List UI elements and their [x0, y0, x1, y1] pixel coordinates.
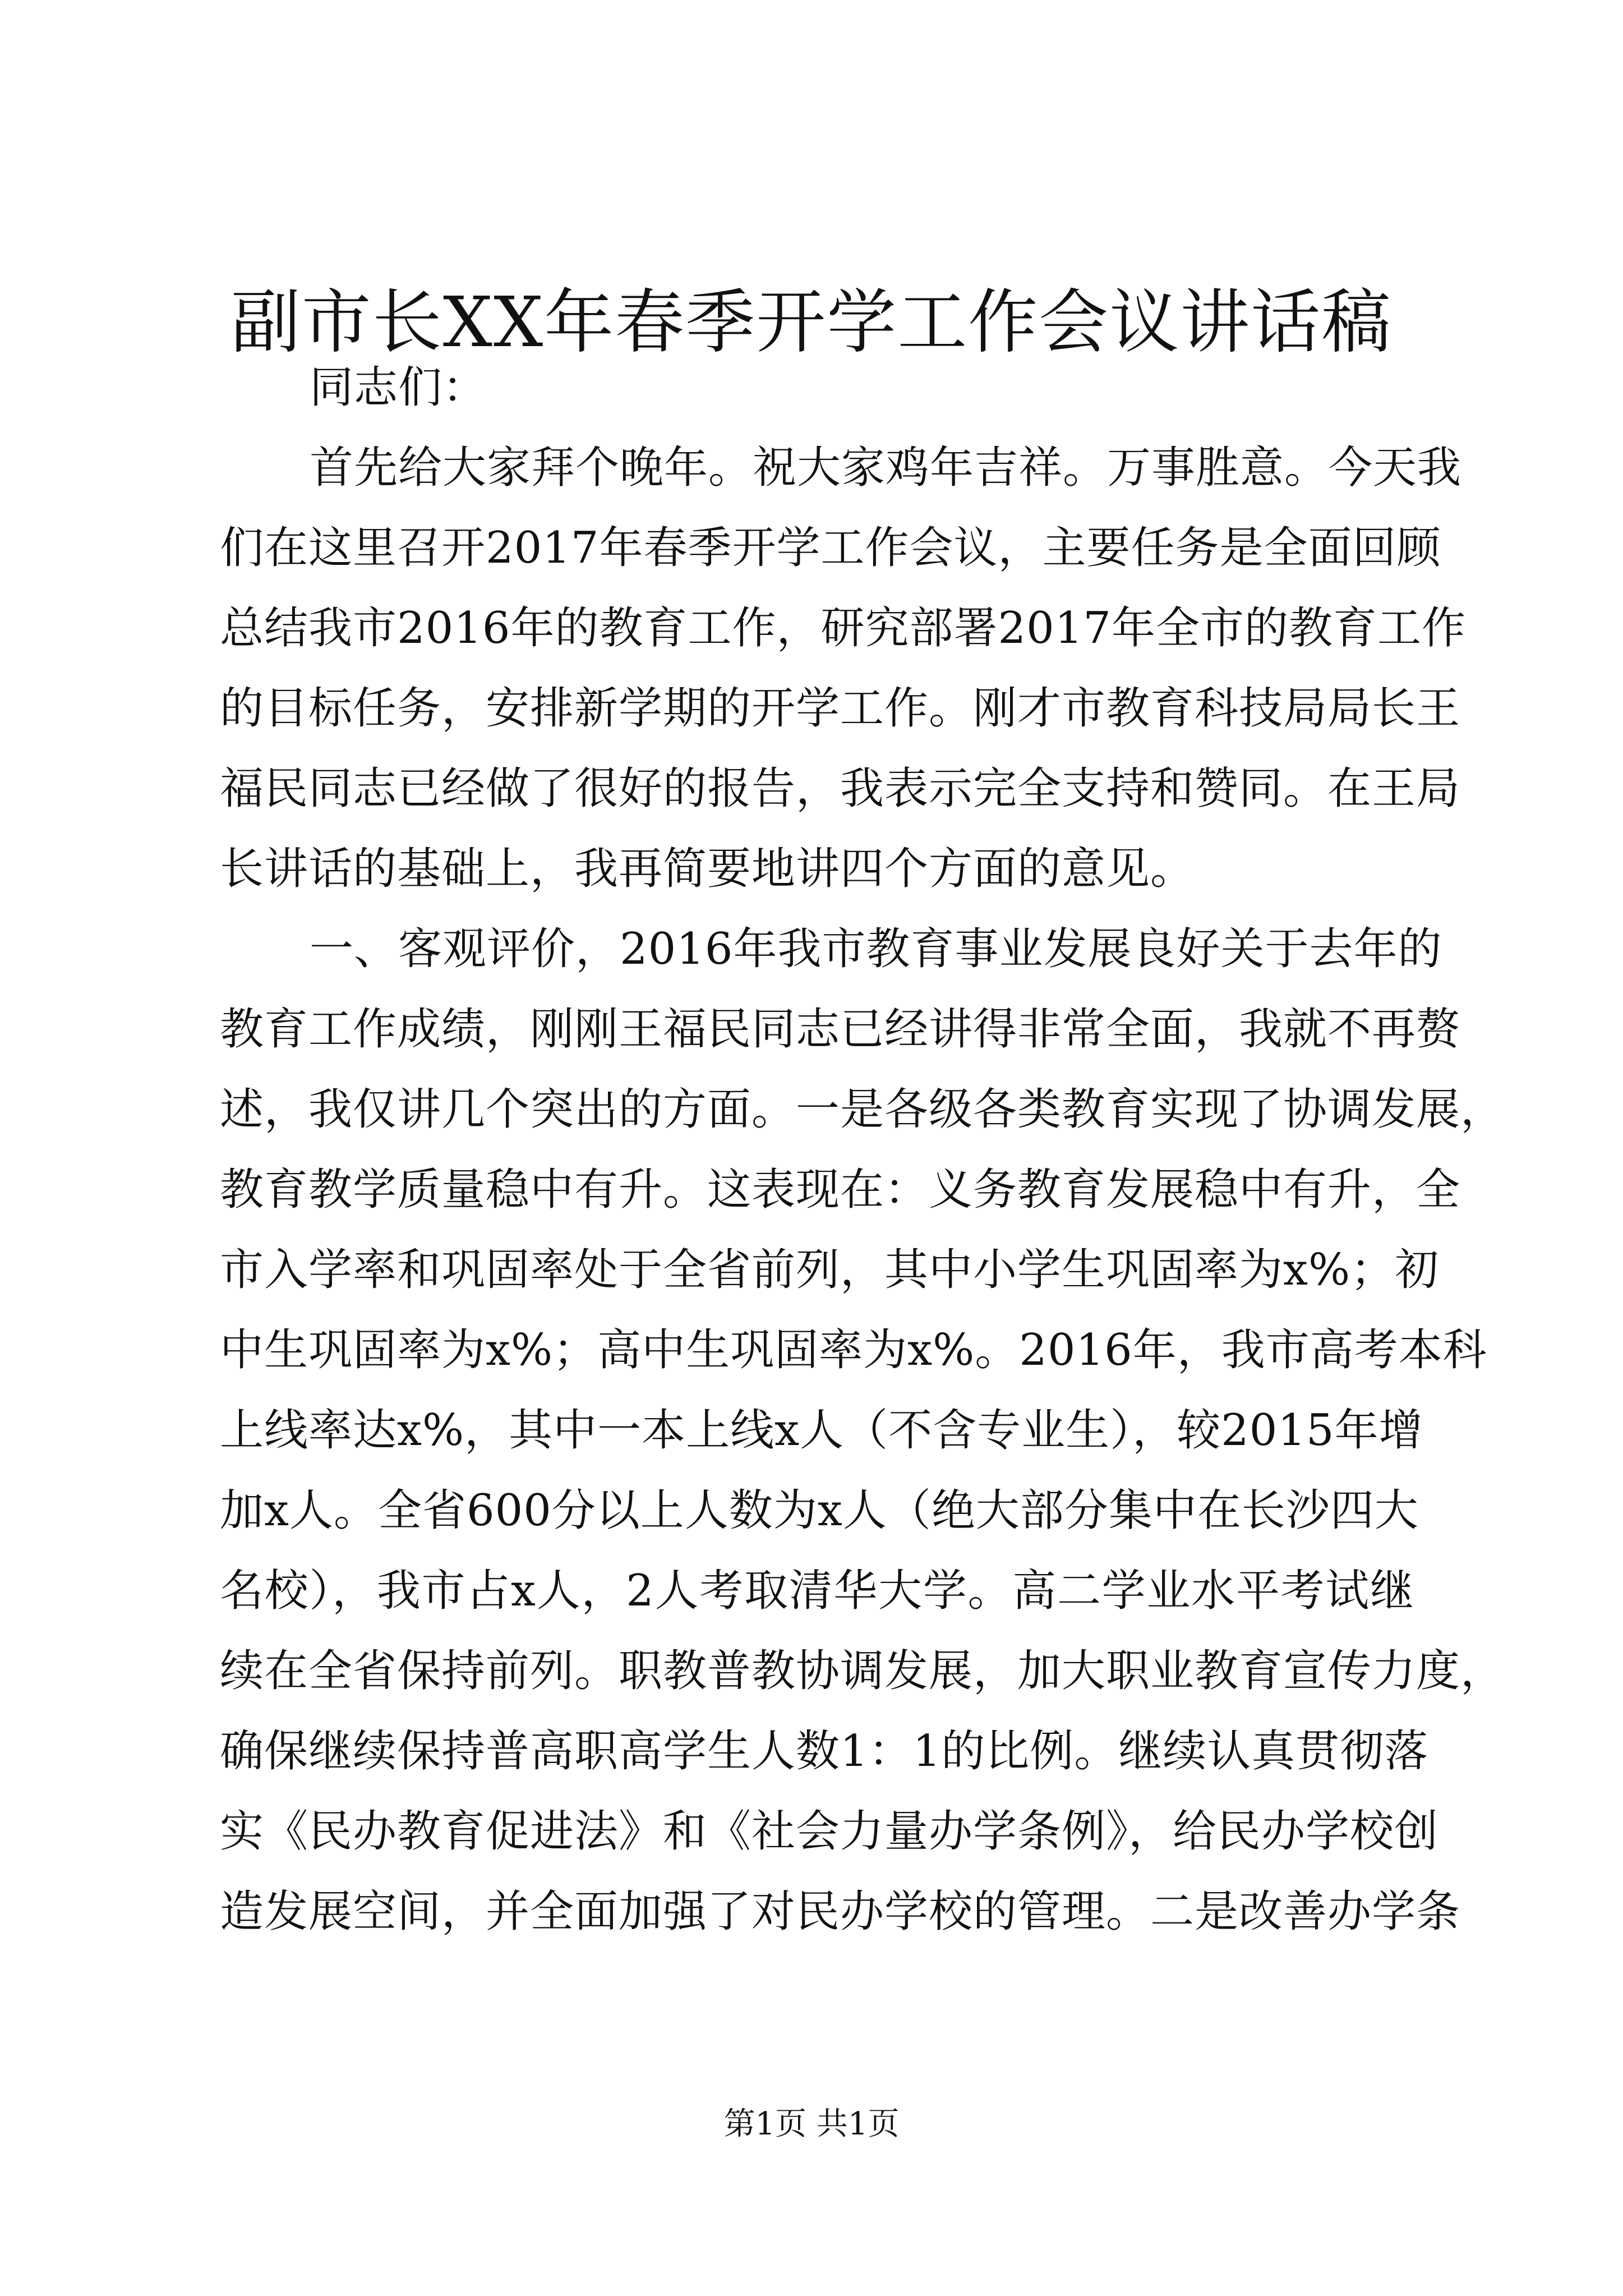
- body-line: 总结我市2016年的教育工作，研究部署2017年全市的教育工作: [220, 603, 1467, 654]
- body-line: 名校），我市占x人，2人考取清华大学。高二学业水平考试继: [220, 1566, 1414, 1616]
- body-line: 上线率达x%，其中一本上线x人（不含专业生），较2015年增: [220, 1405, 1423, 1456]
- document-title: 副市长XX年春季开学工作会议讲话稿: [230, 282, 1393, 363]
- document-body: [220, 348, 1505, 1952]
- body-line: 教育工作成绩，刚刚王福民同志已经讲得非常全面，我就不再赘: [220, 1004, 1461, 1055]
- body-line: 确保继续保持普高职高学生人数1：1的比例。继续认真贯彻落: [220, 1726, 1429, 1777]
- body-line: 述，我仅讲几个突出的方面。一是各级各类教育实现了协调发展，: [220, 1084, 1505, 1135]
- body-line: 的目标任务，安排新学期的开学工作。刚才市教育科技局局长王: [220, 683, 1461, 734]
- salutation-line: 同志们：: [310, 362, 487, 413]
- body-line: 造发展空间，并全面加强了对民办学校的管理。二是改善办学条: [220, 1887, 1461, 1937]
- body-line: 教育教学质量稳中有升。这表现在：义务教育发展稳中有升，全: [220, 1165, 1461, 1215]
- body-line: 实《民办教育促进法》和《社会力量办学条例》，给民办学校创: [220, 1806, 1439, 1857]
- body-line: 福民同志已经做了很好的报告，我表示完全支持和赞同。在王局: [220, 763, 1461, 814]
- body-line: 中生巩固率为x%；高中生巩固率为x%。2016年，我市高考本科: [220, 1325, 1487, 1375]
- body-line: 续在全省保持前列。职教普教协调发展，加大职业教育宣传力度，: [220, 1646, 1505, 1696]
- body-line: 们在这里召开2017年春季开学工作会议，主要任务是全面回顾: [220, 523, 1441, 573]
- body-line: 市入学率和巩固率处于全省前列，其中小学生巩固率为x%；初: [220, 1245, 1440, 1295]
- body-line: 长讲话的基础上，我再简要地讲四个方面的意见。: [220, 844, 1195, 894]
- body-line: 加x人。全省600分以上人数为x人（绝大部分集中在长沙四大: [220, 1485, 1419, 1536]
- page-footer: 第1页 共1页: [723, 2106, 900, 2142]
- body-line: 一、客观评价，2016年我市教育事业发展良好关于去年的: [310, 924, 1442, 974]
- body-line: 首先给大家拜个晚年。祝大家鸡年吉祥。万事胜意。今天我: [310, 443, 1462, 493]
